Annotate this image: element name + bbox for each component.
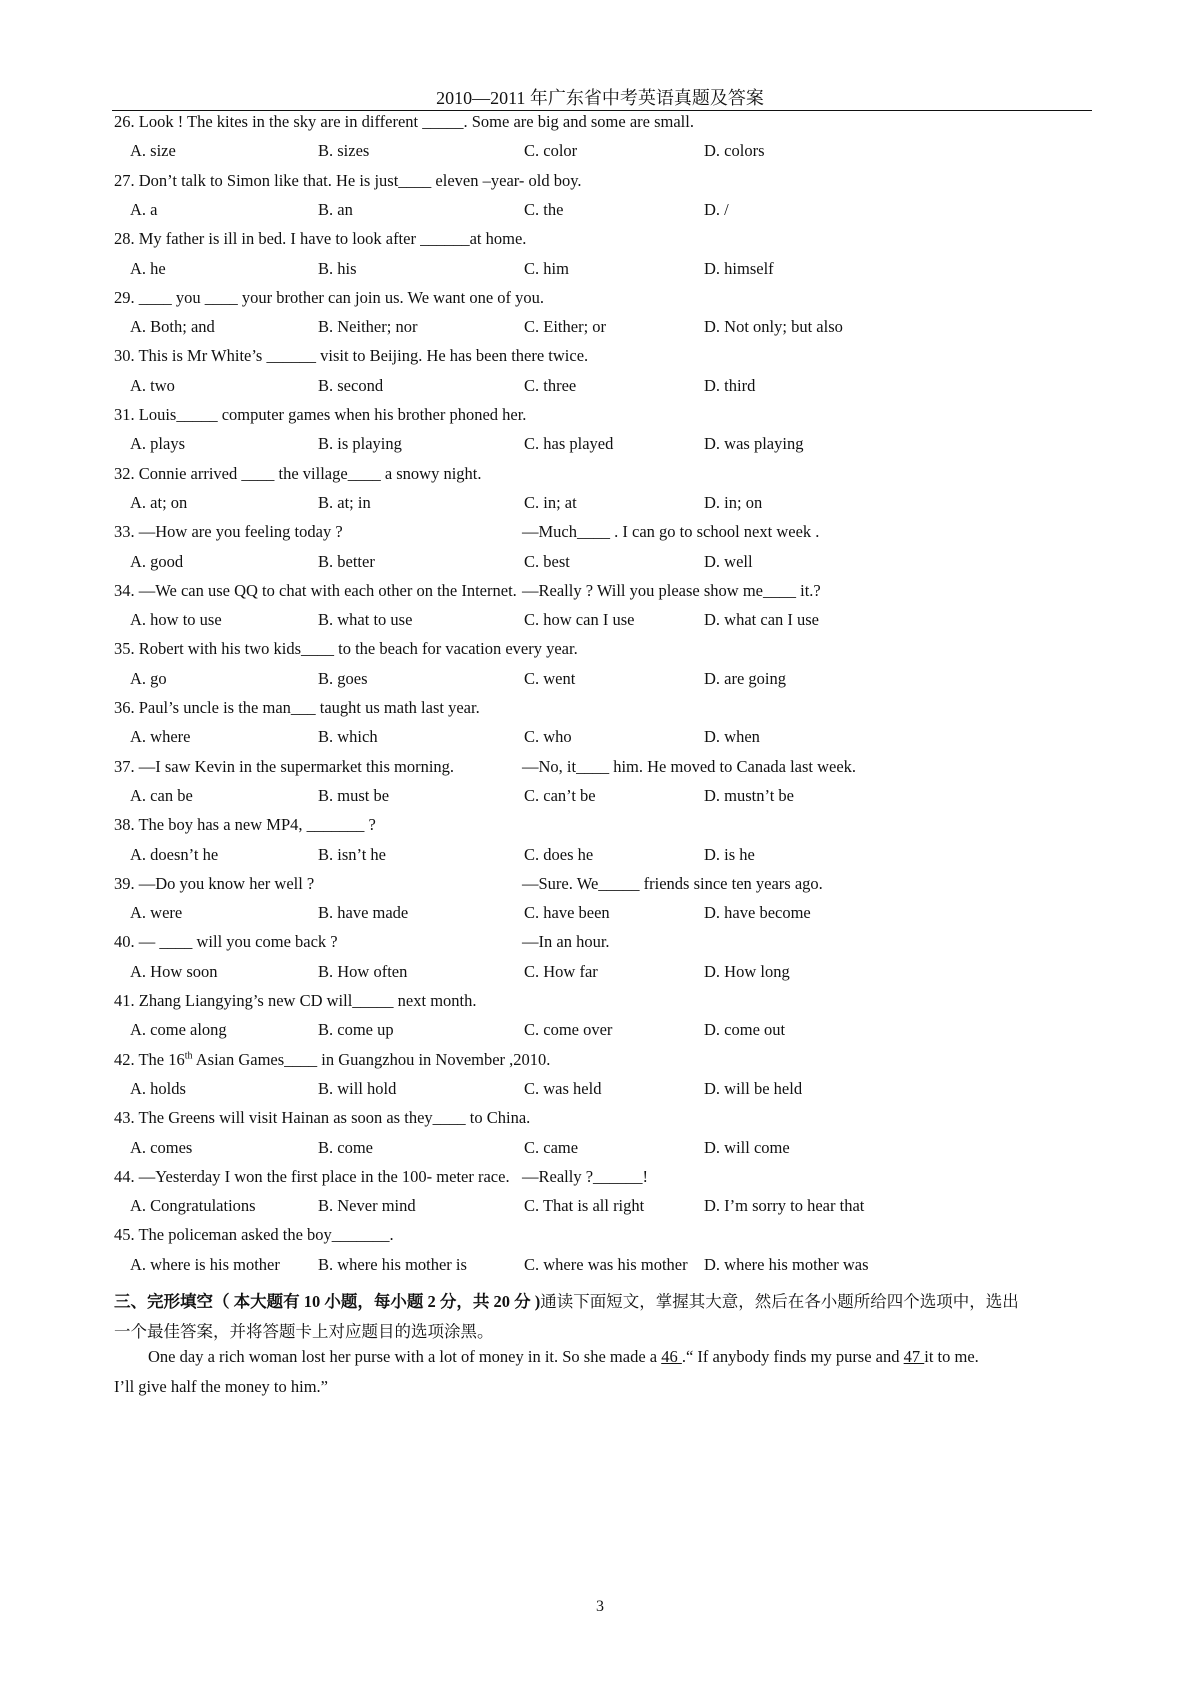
answer-option: D. when (704, 727, 760, 747)
answer-option: A. two (130, 375, 175, 395)
answer-option: D. himself (704, 258, 774, 278)
answer-option: C. Either; or (524, 317, 607, 337)
answer-option: C. three (524, 375, 577, 395)
question-stem: 30. This is Mr White’s ______ visit to Beijing. He has been there twice. (114, 346, 589, 366)
answer-option: B. his (318, 258, 357, 278)
answer-option: B. what to use (318, 610, 413, 630)
answer-option: A. doesn’t he (130, 844, 219, 864)
answer-option: A. Congratulations (130, 1196, 256, 1216)
answer-option: C. in; at (524, 492, 577, 512)
answer-option: C. who (524, 727, 572, 747)
question-stem: 40. — ____ will you come back ? (114, 932, 338, 952)
answer-option: B. second (318, 375, 384, 395)
answer-option: C. the (524, 199, 564, 219)
answer-option: B. will hold (318, 1078, 397, 1098)
question-response: —Really ? Will you please show me____ it.? (522, 580, 821, 600)
answer-option: A. size (130, 141, 176, 161)
question-response: —Much____ . I can go to school next week . (522, 522, 820, 542)
question-stem: 41. Zhang Liangying’s new CD will_____ next month. (114, 991, 477, 1010)
question-stem: 26. Look ! The kites in the sky are in different _____. Some are big and some are small. (114, 112, 694, 131)
answer-option: D. third (704, 375, 756, 395)
header-rule (112, 110, 1092, 111)
question-stem: 37. —I saw Kevin in the supermarket this morning. (114, 756, 455, 776)
page-header: 2010—2011 年广东省中考英语真题及答案 (436, 88, 764, 108)
answer-option: B. Never mind (318, 1196, 416, 1216)
answer-option: C. has played (524, 434, 614, 454)
answer-option: B. an (318, 199, 353, 219)
answer-option: B. better (318, 551, 375, 571)
answer-option: B. is playing (318, 434, 402, 454)
answer-option: B. where his mother is (318, 1254, 467, 1274)
answer-option: A. good (130, 551, 184, 571)
answer-option: D. I’m sorry to hear that (704, 1196, 865, 1216)
answer-option: D. come out (704, 1020, 786, 1040)
question-stem: 27. Don’t talk to Simon like that. He is just____ eleven –year- old boy. (114, 170, 582, 190)
question-stem: 35. Robert with his two kids____ to the beach for vacation every year. (114, 639, 578, 659)
answer-option: B. at; in (318, 492, 371, 512)
question-stem: 29. ____ you ____ your brother can join us. We want one of you. (114, 287, 545, 307)
answer-option: D. in; on (704, 492, 763, 512)
section-instruction-line-2: 一个最佳答案，并将答题卡上对应题目的选项涂黑。 (114, 1322, 494, 1341)
answer-option: A. where (130, 727, 191, 747)
answer-option: B. come up (318, 1020, 394, 1040)
answer-option: A. Both; and (130, 317, 215, 337)
answer-option: B. isn’t he (318, 844, 386, 864)
answer-option: B. sizes (318, 141, 370, 161)
passage-line-2: I’ll give half the money to him.” (114, 1377, 328, 1396)
answer-option: C. went (524, 668, 576, 688)
answer-option: A. comes (130, 1137, 193, 1157)
answer-option: A. go (130, 668, 167, 688)
answer-option: B. goes (318, 668, 368, 688)
answer-option: C. him (524, 258, 569, 278)
question-stem: 44. —Yesterday I won the first place in the 100- meter race. (114, 1166, 510, 1186)
question-response: —Really ?______! (522, 1166, 649, 1186)
answer-option: C. come over (524, 1020, 613, 1040)
question-response: —No, it____ him. He moved to Canada last week. (522, 756, 857, 776)
answer-option: D. How long (704, 961, 790, 981)
question-stem: 31. Louis_____ computer games when his brother phoned her. (114, 405, 527, 424)
answer-option: C. color (524, 141, 578, 161)
answer-option: D. mustn’t be (704, 785, 794, 805)
answer-option: C. best (524, 551, 570, 571)
answer-option: D. have become (704, 903, 811, 923)
answer-option: C. How far (524, 961, 598, 981)
answer-option: D. colors (704, 141, 765, 161)
answer-option: D. was playing (704, 434, 804, 454)
page-number: 3 (596, 1598, 604, 1615)
answer-option: D. / (704, 199, 729, 219)
passage-text-2: .“ If anybody finds my purse and (681, 1347, 904, 1366)
answer-option: A. plays (130, 434, 185, 454)
question-stem: 32. Connie arrived ____ the village____ a snowy night. (114, 463, 482, 483)
question-stem: 34. —We can use QQ to chat with each other on the Internet. (114, 580, 517, 600)
answer-option: A. come along (130, 1020, 227, 1040)
answer-option: C. That is all right (524, 1196, 645, 1216)
question-stem: 33. —How are you feeling today ? (114, 522, 343, 542)
passage-line-1 (114, 1341, 1104, 1373)
answer-option: D. well (704, 551, 753, 571)
blank-47: 47 (903, 1347, 925, 1366)
answer-option: C. have been (524, 903, 610, 923)
answer-option: B. have made (318, 903, 409, 923)
answer-option: D. is he (704, 844, 755, 864)
superscript: th (184, 1050, 193, 1062)
answer-option: A. how to use (130, 610, 222, 630)
blank-46: 46 (661, 1347, 682, 1366)
answer-option: A. were (130, 903, 183, 923)
answer-option: B. which (318, 727, 378, 747)
question-stem-text: Asian Games____ in Guangzhou in November ,2010. (192, 1049, 551, 1069)
question-stem: 28. My father is ill in bed. I have to look after ______at home. (114, 229, 527, 249)
section-heading (114, 1288, 1104, 1312)
answer-option: C. came (524, 1137, 579, 1157)
answer-option: D. what can I use (704, 610, 820, 630)
question-response: —In an hour. (522, 932, 610, 952)
passage-text-1: One day a rich woman lost her purse with a lot of money in it. So she made a (148, 1347, 662, 1366)
answer-option: C. can’t be (524, 785, 596, 805)
question-response: —Sure. We_____ friends since ten years ago. (522, 873, 823, 893)
answer-option: A. at; on (130, 492, 188, 512)
answer-option: A. where is his mother (130, 1254, 280, 1274)
answer-option: D. where his mother was (704, 1254, 869, 1274)
question-stem: 38. The boy has a new MP4, _______ ? (114, 815, 376, 835)
answer-option: D. will come (704, 1137, 790, 1157)
answer-option: B. How often (318, 961, 408, 981)
answer-option: B. must be (318, 785, 390, 805)
question-stem (114, 1050, 1094, 1070)
answer-option: C. was held (524, 1078, 602, 1098)
answer-option: A. holds (130, 1078, 186, 1098)
answer-option: D. are going (704, 668, 787, 688)
answer-option: D. Not only; but also (704, 317, 843, 337)
answer-option: A. How soon (130, 961, 218, 981)
answer-option: A. can be (130, 785, 193, 805)
answer-option: C. where was his mother (524, 1254, 688, 1274)
question-stem-text: 42. The 16 (114, 1049, 185, 1069)
question-stem: 43. The Greens will visit Hainan as soon as they____ to China. (114, 1108, 531, 1128)
answer-option: C. how can I use (524, 610, 635, 630)
passage-text-3: it to me. (924, 1347, 979, 1366)
answer-option: A. he (130, 258, 166, 278)
answer-option: A. a (130, 199, 158, 219)
question-stem: 45. The policeman asked the boy_______. (114, 1225, 394, 1245)
answer-option: B. Neither; nor (318, 317, 418, 337)
answer-option: D. will be held (704, 1078, 803, 1098)
section-instruction-1: 通读下面短文，掌握其大意，然后在各小题所给四个选项中，选出 (540, 1292, 1019, 1311)
question-stem: 39. —Do you know her well ? (114, 873, 315, 893)
answer-option: C. does he (524, 844, 594, 864)
answer-option: B. come (318, 1137, 373, 1157)
section-title: 三、完形填空（ 本大题有 10 小题，每小题 2 分，共 20 分 ) (114, 1292, 541, 1311)
question-stem: 36. Paul’s uncle is the man___ taught us math last year. (114, 698, 480, 717)
